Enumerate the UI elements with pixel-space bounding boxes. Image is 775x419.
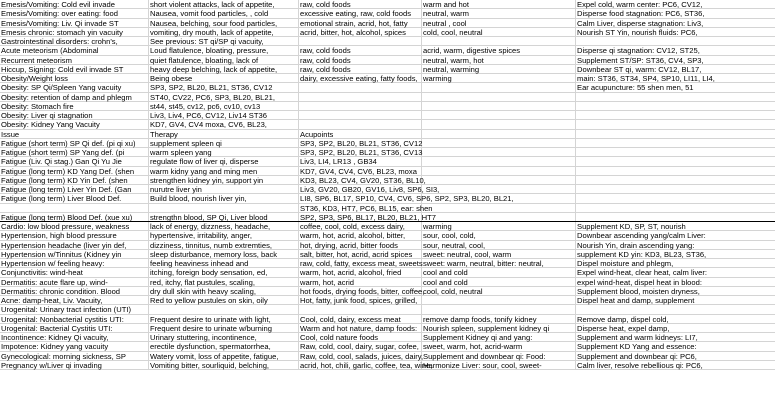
- table-cell[interactable]: neutral, warm: [422, 9, 576, 17]
- table-cell[interactable]: sleep disturbance, memory loss, back: [149, 250, 299, 258]
- table-cell[interactable]: [422, 130, 576, 138]
- table-cell[interactable]: neutral, warming: [422, 65, 576, 73]
- table-cell[interactable]: [299, 305, 422, 313]
- table-cell[interactable]: LI8, SP6, BL17, SP10, CV4, CV6, SP6, SP2, SP3, BL20, BL21,: [300, 194, 514, 204]
- table-cell[interactable]: supplement KD yin: KD3, BL23, ST36,: [577, 249, 707, 259]
- table-cell[interactable]: regulate flow of liver qi, disperse: [149, 157, 299, 165]
- table-cell[interactable]: raw, cold foods: [299, 46, 422, 54]
- table-cell[interactable]: Fatigue (short term) SP Yang def. (pi: [0, 148, 149, 156]
- table-cell[interactable]: SP3, SP2, BL20, BL21, ST36, CV13: [300, 148, 423, 157]
- table-cell[interactable]: warm, hot, acrid: [299, 278, 422, 286]
- table-cell[interactable]: Obesity: Kidney Yang Vacuity: [0, 120, 149, 128]
- table-row: [0, 241, 775, 250]
- table-cell[interactable]: [576, 120, 775, 128]
- table-cell[interactable]: Therapy: [149, 130, 299, 138]
- table-cell[interactable]: Liv3, Liv4, PC6, CV12, Liv14 ST36: [149, 111, 299, 119]
- table-row: [0, 46, 775, 55]
- table-cell[interactable]: Downbear ascending yang/calm Liver:: [577, 231, 706, 241]
- table-cell[interactable]: Expel cold, warm center: PC6, CV12,: [577, 0, 703, 9]
- table-cell[interactable]: raw, cold foods: [299, 0, 422, 8]
- table-cell[interactable]: Obesity: Liver qi stagnation: [0, 111, 149, 119]
- table-row: [0, 213, 775, 222]
- table-cell[interactable]: [422, 194, 576, 202]
- table-cell[interactable]: [576, 305, 775, 313]
- table-cell[interactable]: Fatigue (long term) Liver Blood Def.: [0, 194, 149, 202]
- table-cell[interactable]: [576, 213, 775, 221]
- table-cell[interactable]: warm spleen yang: [149, 148, 299, 156]
- table-cell[interactable]: [576, 167, 775, 175]
- table-cell[interactable]: Frequent desire to urinate with light,: [149, 315, 299, 323]
- table-cell[interactable]: Hypertension w/Tinnitus (Kidney yin: [0, 250, 149, 258]
- table-cell[interactable]: [422, 111, 576, 119]
- table-cell[interactable]: sour, cool, cold,: [422, 231, 576, 239]
- table-cell[interactable]: [422, 204, 576, 212]
- table-cell[interactable]: [422, 93, 576, 101]
- table-row: [0, 19, 775, 28]
- table-cell[interactable]: SP3, SP2, BL20, BL21, ST36, CV12: [300, 138, 423, 148]
- table-row: [0, 361, 775, 370]
- table-cell[interactable]: [299, 93, 422, 101]
- table-cell[interactable]: Fatigue (long term) KD Yang Def. (shen: [0, 167, 149, 175]
- table-cell[interactable]: dry dull skin with heavy scaling,: [149, 287, 299, 295]
- table-cell[interactable]: Warm and hot nature, damp foods:: [299, 324, 422, 332]
- table-cell[interactable]: lack of energy, dizzness, headache,: [149, 222, 299, 230]
- table-cell[interactable]: Urogenital: Nonbacterial cystitis UTI:: [0, 315, 149, 323]
- table-cell[interactable]: SP3, SP2, BL20, BL21, ST36, CV12: [149, 83, 299, 91]
- table-cell[interactable]: Recurrent meteorism: [0, 56, 149, 64]
- table-cell[interactable]: Urinary stuttering, incontinence,: [149, 333, 299, 341]
- table-cell[interactable]: [422, 83, 576, 91]
- table-cell[interactable]: [422, 176, 576, 184]
- table-row: [0, 56, 775, 65]
- table-row: [0, 352, 775, 361]
- table-cell[interactable]: Supplement and warm kidneys: LI7,: [577, 333, 698, 342]
- table-cell[interactable]: Gynecological: morning sickness, SP: [0, 352, 149, 360]
- table-cell[interactable]: [422, 157, 576, 165]
- table-row: [0, 324, 775, 333]
- table-cell[interactable]: [576, 93, 775, 101]
- table-cell[interactable]: Urogenital: Urinary tract infection (UTI): [0, 305, 149, 313]
- table-cell[interactable]: Calm Liver, disperse stagnation: Liv3,: [577, 18, 704, 28]
- table-cell[interactable]: Dispel heat and damp, supplement: [577, 296, 695, 305]
- table-cell[interactable]: cool and cold: [422, 268, 576, 276]
- table-cell[interactable]: Hypertension headache (liver yin def,: [0, 241, 149, 249]
- table-row: [0, 28, 775, 37]
- table-cell[interactable]: erectile dysfunction, spermatorrhea,: [149, 342, 299, 350]
- table-cell[interactable]: [422, 213, 576, 221]
- table-cell[interactable]: Expel wind-heat, clear heat, calm liver:: [577, 268, 707, 278]
- table-cell[interactable]: Emesis/Vomiting: Liv. Qi invade ST: [0, 19, 149, 27]
- table-cell[interactable]: Obesity/Weight loss: [0, 74, 149, 82]
- table-row: [0, 9, 775, 18]
- table-cell[interactable]: Red to yellow pustules on skin, oily: [149, 296, 299, 304]
- table-cell[interactable]: supplement spleen qi: [149, 139, 299, 147]
- table-cell[interactable]: excessive eating, raw, cold foods: [299, 9, 422, 17]
- table-cell[interactable]: Nausea, belching, sour food particles,: [149, 19, 299, 27]
- table-cell[interactable]: Nourish spleen, supplement kidney qi: [422, 324, 576, 332]
- table-cell[interactable]: Supplement KD, SP, ST, nourish: [577, 222, 686, 231]
- table-cell[interactable]: Impotence: Kidney yang vacuity: [0, 342, 149, 350]
- table-row: [0, 120, 775, 129]
- table-cell[interactable]: Conjunctivitis: wind-heat: [0, 268, 149, 276]
- table-cell[interactable]: Liv3, GV20, GB20, GV16, Liv8, SP6, SI3,: [300, 185, 440, 194]
- table-cell[interactable]: Ear acupuncture: 55 shen men, 51: [577, 83, 694, 93]
- table-cell[interactable]: Dermatitis: acute flare up, wind-: [0, 278, 149, 286]
- table-row: [0, 231, 775, 240]
- table-cell[interactable]: [576, 204, 775, 212]
- table-cell[interactable]: Supplement ST/SP: ST36, CV4, SP3,: [577, 55, 704, 65]
- table-cell[interactable]: hypertensive, irritability, anger,: [149, 231, 299, 239]
- table-cell[interactable]: raw, cold, fatty, excess meat, sweets: [300, 259, 423, 268]
- table-cell[interactable]: Supplement KD Yang and essence:: [577, 342, 697, 352]
- table-cell[interactable]: dizziness, tinnitus, numb extremties,: [149, 241, 299, 249]
- table-cell[interactable]: remove damp foods, tonify kidney: [422, 315, 576, 323]
- table-cell[interactable]: quiet flatulence, bloating, lack of: [149, 56, 299, 64]
- table-cell[interactable]: Liv3, LI4, LR13 , GB34: [299, 157, 422, 165]
- table-cell[interactable]: Supplement and downbear qi: PC6,: [577, 351, 697, 361]
- table-cell[interactable]: [576, 37, 775, 45]
- table-row: [0, 0, 775, 9]
- table-row: [0, 204, 775, 213]
- table-row: [0, 278, 775, 287]
- table-cell[interactable]: Raw, cold, cool, salads, juices, dairy,: [300, 351, 424, 361]
- table-row: [0, 130, 775, 139]
- table-cell[interactable]: neutral, warm, hot: [422, 56, 576, 64]
- table-row: [0, 93, 775, 102]
- table-cell[interactable]: cold, cool, neutral: [422, 28, 576, 36]
- table-cell[interactable]: Obesity: retention of damp and phlegm: [0, 93, 149, 101]
- table-cell[interactable]: main: ST36, ST34, SP4, SP10, LI11, LI4,: [577, 74, 715, 83]
- table-row: [0, 83, 775, 92]
- table-cell[interactable]: Nourish Yin, drain ascending yang:: [577, 240, 695, 250]
- table-cell[interactable]: KD7, GV4, CV4, CV6, BL23, moxa: [299, 167, 422, 175]
- table-cell[interactable]: warm, hot, acrid, alcohol, fried: [299, 268, 422, 276]
- table-row: [0, 37, 775, 46]
- table-cell[interactable]: Fatigue (short term) SP Qi def. (pi qi xu): [0, 139, 149, 147]
- table-cell[interactable]: [422, 167, 576, 175]
- table-cell[interactable]: Emesis/Vomiting: over eating: food: [0, 9, 149, 17]
- table-cell[interactable]: hot foods, drying foods, bitter, coffee,: [300, 286, 425, 296]
- table-cell[interactable]: Hypertension w/ feeling heavy:: [0, 259, 149, 267]
- table-cell[interactable]: cool, cold, neutral: [422, 287, 576, 295]
- table-row: [0, 167, 775, 176]
- table-cell[interactable]: Loud flatulence, bloating, pressure,: [149, 46, 299, 54]
- table-cell[interactable]: warm kidny yang and ming men: [149, 167, 299, 175]
- table-cell[interactable]: Cool, cold, dairy, excess meat: [299, 315, 422, 323]
- table-cell[interactable]: Calm liver, resolve rebellious qi: PC6,: [577, 360, 703, 370]
- table-cell[interactable]: [576, 157, 775, 165]
- table-cell[interactable]: sweet: warm, neutral, bitter: neutral,: [422, 259, 576, 267]
- table-cell[interactable]: itching, foreign body sensation, ed,: [149, 268, 299, 276]
- table-cell[interactable]: Fatigue (long term) Liver Yin Def. (Gan: [0, 185, 149, 193]
- table-cell[interactable]: Remove damp, dispel cold,: [577, 314, 669, 324]
- table-cell[interactable]: Disperse food stagnation: PC6, ST36,: [577, 9, 705, 19]
- table-cell[interactable]: vomiting, dry mouth, lack of appetite,: [149, 28, 299, 36]
- table-cell[interactable]: warming: [422, 74, 576, 82]
- table-cell[interactable]: sour, neutral, cool,: [422, 241, 576, 249]
- table-cell[interactable]: KD3, BL23, CV4, GV20, ST36, BL10,: [300, 175, 426, 185]
- table-cell[interactable]: [576, 130, 775, 138]
- table-cell[interactable]: [576, 102, 775, 110]
- table-cell[interactable]: Fatigue (long term) KD Yin Def. (shen: [0, 176, 149, 184]
- table-cell[interactable]: Acute meteorism (Abdominal: [0, 46, 149, 54]
- table-cell[interactable]: Supplement and downbear qi: Food:: [422, 352, 576, 360]
- table-cell[interactable]: [576, 148, 775, 156]
- table-cell[interactable]: short violent attacks, lack of appetite,: [149, 0, 299, 8]
- table-cell[interactable]: [422, 296, 576, 304]
- table-cell[interactable]: Acupoints: [299, 130, 422, 138]
- table-cell[interactable]: [299, 37, 422, 45]
- table-row: [0, 194, 775, 203]
- table-cell[interactable]: warm, hot, acrid, alcohol, bitter,: [299, 231, 422, 239]
- table-row: [0, 268, 775, 277]
- table-cell[interactable]: See previous: ST qi/SP qi vacuity,: [149, 37, 299, 45]
- table-row: [0, 222, 775, 231]
- table-cell[interactable]: Downbear ST qi, warm: CV12, BL17,: [577, 64, 702, 74]
- table-cell[interactable]: KD7, GV4, CV4 moxa, CV6, BL23,: [149, 120, 299, 128]
- table-cell[interactable]: red, itchy, flat pustules, scaling,: [149, 278, 299, 286]
- table-cell[interactable]: Obesity: SP Qi/Spleen Yang vacuity: [0, 83, 149, 91]
- table-cell[interactable]: [576, 176, 775, 184]
- table-row: [0, 305, 775, 314]
- table-cell[interactable]: Issue: [0, 130, 149, 138]
- table-cell[interactable]: Hiccup, Signing: Cold evil invade ST: [0, 65, 149, 73]
- table-row: [0, 74, 775, 83]
- table-cell[interactable]: heavy deep belching, lack of appetite,: [149, 65, 299, 73]
- table-cell[interactable]: feeling heaviness inhead and: [149, 259, 299, 267]
- table-row: [0, 65, 775, 74]
- table-cell[interactable]: Incontinence: Kidney Qi vacuity,: [0, 333, 149, 341]
- table-cell[interactable]: [576, 185, 775, 193]
- table-row: [0, 315, 775, 324]
- table-cell[interactable]: [0, 204, 149, 212]
- table-row: [0, 102, 775, 111]
- table-cell[interactable]: Dermatitis: chronic condition. Blood: [0, 287, 149, 295]
- table-cell[interactable]: ST40, CV22, PC6, SP3, BL20, BL21,: [149, 93, 299, 101]
- table-cell[interactable]: Hot, fatty, junk food, spices, grilled,: [299, 296, 422, 304]
- table-cell[interactable]: salt, bitter, hot, acrid, acrid spices: [299, 250, 422, 258]
- table-cell[interactable]: [149, 305, 299, 313]
- table-cell[interactable]: raw, cold foods: [299, 65, 422, 73]
- table-cell[interactable]: Harmonize Liver: sour, cool, sweet-: [422, 361, 576, 369]
- table-cell[interactable]: coffee, cool, cold, excess dairy,: [299, 222, 422, 230]
- table-cell[interactable]: Frequent desire to urinate w/burning: [149, 324, 299, 332]
- table-cell[interactable]: Pregnancy w/Liver qi invading: [0, 361, 149, 369]
- table-cell[interactable]: [422, 139, 576, 147]
- table-cell[interactable]: [149, 204, 299, 212]
- table-cell[interactable]: Build blood, nourish liver yin,: [149, 194, 299, 202]
- table-cell[interactable]: nurutre liver yin: [149, 185, 299, 193]
- table-cell[interactable]: strengthn blood, SP Qi, Liver blood: [149, 213, 299, 221]
- table-cell[interactable]: Supplement blood, moisten dryness,: [577, 286, 700, 296]
- table-cell[interactable]: Supplement Kidney qi and yang:: [422, 333, 576, 341]
- table-cell[interactable]: st44, st45, cv12, pc6, cv10, cv13: [149, 102, 299, 110]
- table-cell[interactable]: Urogenital: Bacterial Cystitis UTI:: [0, 324, 149, 332]
- table-cell[interactable]: Dispel moisture and phlegm,: [577, 259, 674, 268]
- table-cell[interactable]: [576, 111, 775, 119]
- table-cell[interactable]: [299, 83, 422, 91]
- table-cell[interactable]: cool and cold: [422, 278, 576, 286]
- table-cell[interactable]: [299, 111, 422, 119]
- table-cell[interactable]: Fatigue (long term) Blood Def. (xue xu): [0, 213, 149, 221]
- table-cell[interactable]: [422, 37, 576, 45]
- table-cell[interactable]: Fatigue (Liv. Qi stag.) Gan Qi Yu Jie: [0, 157, 149, 165]
- table-cell[interactable]: Gastrointestinal disorders: crohn's,: [0, 37, 149, 45]
- table-cell[interactable]: sweet, warm, hot, acrid-warm: [422, 342, 576, 350]
- table-row: [0, 250, 775, 259]
- table-row: [0, 157, 775, 166]
- table-cell[interactable]: strengthen kidney yin, support yin: [149, 176, 299, 184]
- table-cell[interactable]: [422, 148, 576, 156]
- table-cell[interactable]: Nausea, vomit food particles, , cold: [149, 9, 299, 17]
- table-row: [0, 176, 775, 185]
- table-cell[interactable]: acrid, warm, digestive spices: [422, 46, 576, 54]
- table-row: [0, 259, 775, 268]
- table-cell[interactable]: warming: [422, 222, 576, 230]
- table-cell[interactable]: neutral , cool: [422, 19, 576, 27]
- table-cell[interactable]: Hypertension, high blood pressure: [0, 231, 149, 239]
- table-cell[interactable]: hot, drying, acrid, bitter foods: [299, 241, 422, 249]
- table-cell[interactable]: sweet: neutral, cool, warm: [422, 250, 576, 258]
- table-cell[interactable]: Vomiting bitter, sourliquid, belching,: [149, 361, 299, 369]
- table-cell[interactable]: emotional strain, acrid, hot, fatty: [299, 19, 422, 27]
- table-cell[interactable]: Obesity: Stomach fire: [0, 102, 149, 110]
- table-row: [0, 287, 775, 296]
- table-cell[interactable]: [576, 139, 775, 147]
- table-row: [0, 185, 775, 194]
- table-row: [0, 342, 775, 351]
- table-cell[interactable]: Nourish ST Yin, nourish fluids: PC6,: [577, 27, 698, 37]
- table-cell[interactable]: dairy, excessive eating, fatty foods,: [299, 74, 422, 82]
- table-cell[interactable]: Disperse qi stagnation: CV12, ST25,: [577, 46, 700, 56]
- table-row: [0, 111, 775, 120]
- table-cell[interactable]: Cardio: low blood pressure, weakness: [0, 222, 149, 230]
- table-cell[interactable]: Acne: damp-heat, Liv. Vacuity,: [0, 296, 149, 304]
- table-cell[interactable]: [576, 194, 775, 202]
- table-row: [0, 333, 775, 342]
- table-cell[interactable]: [422, 120, 576, 128]
- table-row: [0, 148, 775, 157]
- table-cell[interactable]: acrid, hot, chili, garlic, coffee, tea, wine,: [300, 360, 433, 370]
- table-row: [0, 139, 775, 148]
- table-cell[interactable]: expel wind-heat, dispel heat in blood:: [577, 277, 702, 287]
- table-cell[interactable]: warm and hot: [422, 0, 576, 8]
- table-cell[interactable]: Raw, cold, cool, dairy, sugar, cofee,: [299, 342, 422, 350]
- table-cell[interactable]: Disperse heat, expel damp,: [577, 323, 670, 333]
- table-cell[interactable]: ST36, KD3, HT7, PC6, BL15, ear: shen: [300, 203, 433, 213]
- table-cell[interactable]: [422, 185, 576, 193]
- table-cell[interactable]: Watery vomit, loss of appetite, fatigue,: [149, 352, 299, 360]
- table-cell[interactable]: Being obese: [149, 74, 299, 82]
- table-cell[interactable]: acrid, bitter, hot, alcohol, spices: [299, 28, 422, 36]
- table-cell[interactable]: Emesis/Vomiting: Cold evil invade: [0, 0, 149, 8]
- table-cell[interactable]: Cool, cold nature foods: [299, 333, 422, 341]
- table-cell[interactable]: [422, 102, 576, 110]
- table-row: [0, 296, 775, 305]
- table-cell[interactable]: Emesis chronic: stomach yin vacuity: [0, 28, 149, 36]
- table-cell[interactable]: [299, 102, 422, 110]
- table-cell[interactable]: SP2, SP3, SP6, BL17, BL20, BL21, HT7: [300, 212, 436, 222]
- table-cell[interactable]: [422, 305, 576, 313]
- table-cell[interactable]: [299, 120, 422, 128]
- table-cell[interactable]: raw, cold foods: [299, 56, 422, 64]
